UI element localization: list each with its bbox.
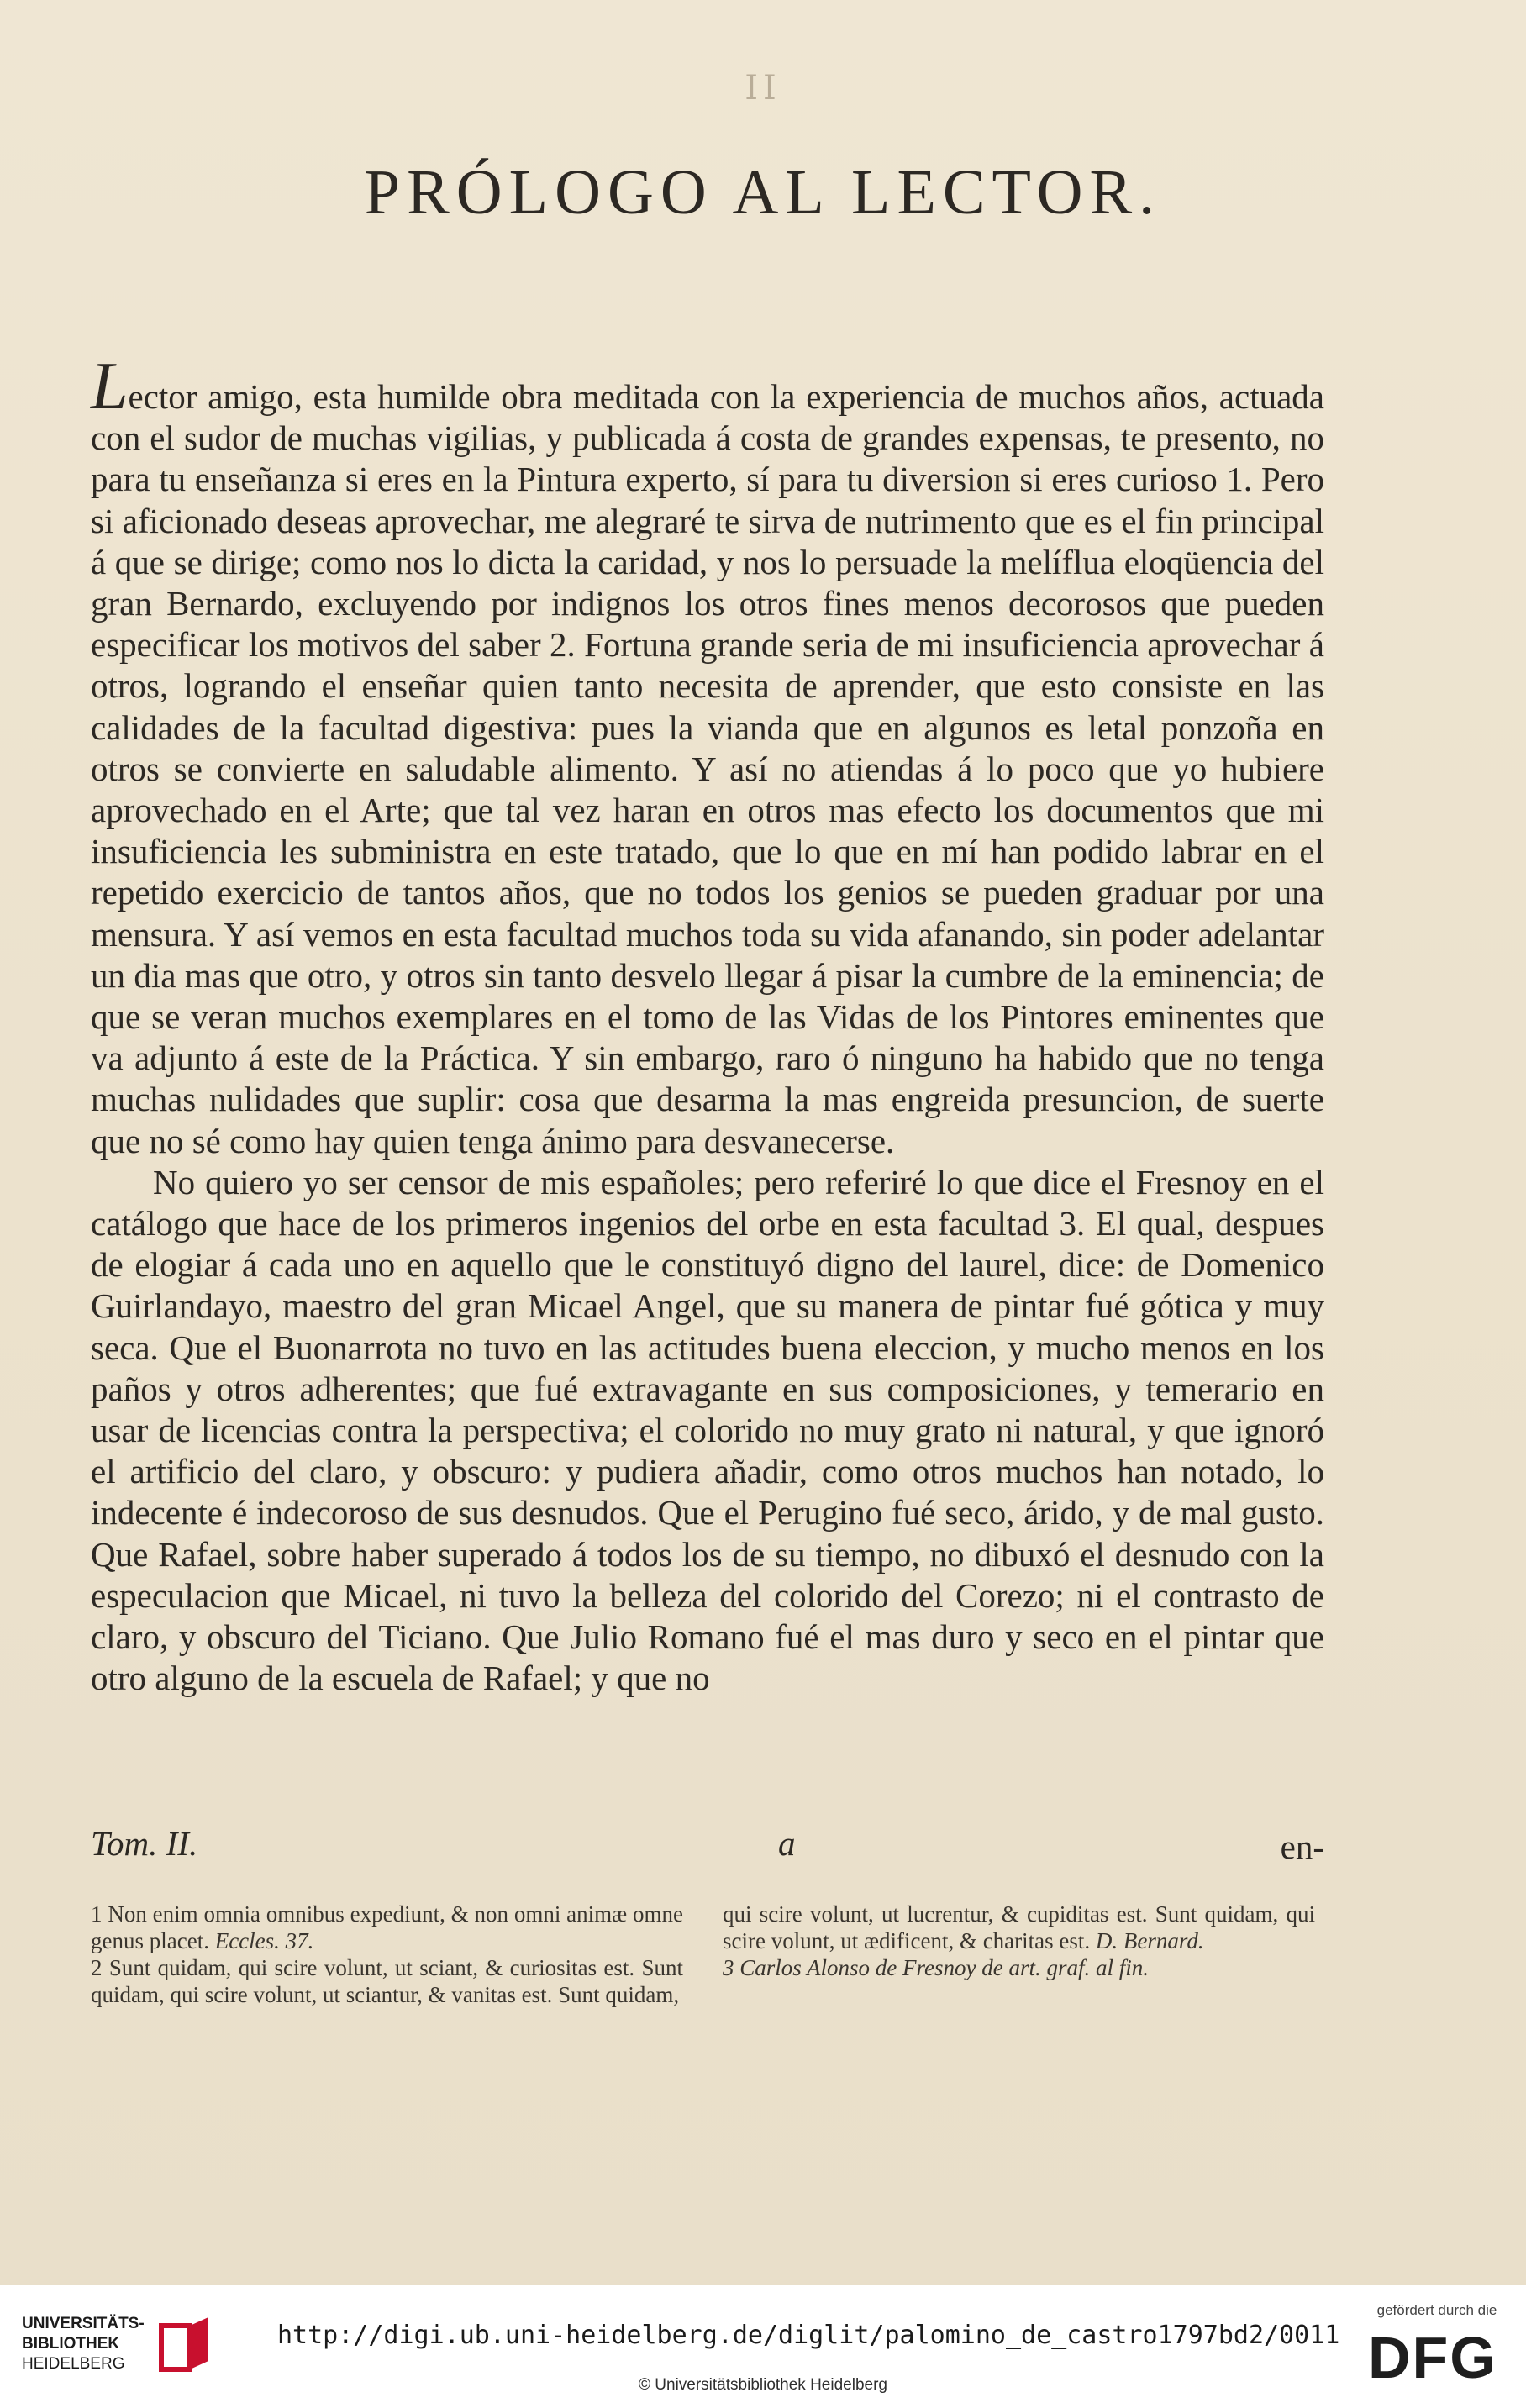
funder-caption: gefördert durch die	[1376, 2302, 1497, 2318]
paragraph-1	[91, 350, 1324, 1162]
footnote-1: 1 Non enim omnia omnibus expediunt, & non omni animæ omne genus placet. Eccles. 37.	[91, 1901, 683, 1953]
signature-mark: a	[778, 1824, 796, 1863]
page-title: PRÓLOGO AL LECTOR.	[364, 157, 1162, 228]
signature-line	[91, 1823, 1324, 1865]
viewer-footer	[0, 2285, 1526, 2408]
footnote-1-source: Eccles. 37.	[214, 1928, 314, 1953]
footnote-2-continued: qui scire volunt, ut lucrentur, & cupiditas est. Sunt quidam, qui scire volunt, ut ædificent, & charitas est. D. Bernard.	[723, 1901, 1315, 1953]
footnotes-left-column	[91, 1901, 683, 2008]
copyright-notice: © Universitätsbibliothek Heidelberg	[639, 2376, 887, 2394]
paragraph-1-text: ector amigo, esta humilde obra meditada con la experiencia de muchos años, actuada con el sudor de muchas vigilias, y publicada á costa de grandes expensas, te presento, no para tu enseñanza si eres en la Pintura experto, sí para tu diversion si eres curioso 1. Pero si aficionado deseas aprovechar, me alegraré te sirva de nutrimento que es el fin principal á que se dirige; como nos lo dicta la caridad, y nos lo persuade la melíflua eloqüencia del gran Bernardo, excluyendo por indignos los otros fines menos decorosos que pueden especificar los motivos del saber 2. Fortuna grande seria de mi insuficiencia aprovechar á otros, logrando el enseñar quien tanto necesita de aprender, que esto consiste en las calidades de la facultad digestiva: pues la vianda que en algunos es letal ponzoña en otros se convierte en saludable alimento. Y así no atiendas á lo poco que yo hubiere aprovechado en el Arte; que tal vez haran en otros mas efecto los documentos que mi insuficiencia les subministra en este tratado, que lo que en mí han podido labrar en el repetido exercicio de tantos años, que no todos los genios se pueden graduar por una mensura. Y así vemos en esta facultad muchos toda su vida afanando, sin poder adelantar un dia mas que otro, y otros sin tanto desvelo llegar á pisar la cumbre de la eminencia; de que se veran muchos exemplares en el tomo de las Vidas de los Pintores eminentes que va adjunto á este de la Práctica. Y sin embargo, raro ó ninguno ha habido que no tenga muchas nulidades que suplir: cosa que desarma la mas engreida presuncion, de suerte que no sé como hay quien tenga ánimo para desvanecerse.	[91, 377, 1324, 1160]
footnote-2-source: D. Bernard.	[1095, 1928, 1204, 1953]
volume-mark: Tom. II.	[91, 1824, 198, 1863]
footnotes-right-column	[723, 1901, 1315, 1981]
footnotes	[91, 1901, 1324, 2052]
footnote-2: 2 Sunt quidam, qui scire volunt, ut sciant, & curiositas est. Sunt quidam, qui scire volunt, ut sciantur, & vanitas est. Sunt quidam,	[91, 1955, 683, 2007]
document-url-link[interactable]: http://digi.ub.uni-heidelberg.de/diglit/palomino_de_castro1797bd2/0011	[277, 2321, 1340, 2350]
university-logo-icon	[153, 2314, 218, 2379]
body-text	[91, 350, 1324, 1700]
drop-cap: L	[91, 350, 129, 423]
dfg-logo: DFG	[1368, 2325, 1497, 2390]
catchword: en-	[1280, 1827, 1324, 1866]
paragraph-2: No quiero yo ser censor de mis españoles; pero referiré lo que dice el Fresnoy en el catálogo que hace de los primeros ingenios del orbe en esta facultad 3. El qual, despues de elogiar á cada uno en aquello que le constituyó digno del laurel, dice: de Domenico Guirlandayo, maestro del gran Micael Angel, que su manera de pintar fué gótica y muy seca. Que el Buonarrota no tuvo en las actitudes buena eleccion, y mucho menos en los paños y otros adherentes; que fué extravagante en sus composiciones, y temerario en usar de licencias contra la perspectiva; el colorido no muy grato ni natural, y que ignoró el artificio del claro, y obscuro: y pudiera añadir, como otros muchos han notado, lo indecente é indecoroso de sus desnudos. Que el Perugino fué seco, árido, y de mal gusto. Que Rafael, sobre haber superado á todos los de su tiempo, no dibuxó el desnudo con la especulacion que Micael, ni tuvo la belleza del colorido del Corezo; ni el contrasto de claro, y obscuro del Ticiano. Que Julio Romano fué el mas duro y seco en el pintar que otro alguno de la escuela de Rafael; y que no	[91, 1162, 1324, 1698]
page-number: II	[745, 69, 781, 108]
university-library-label: UNIVERSITÄTS- BIBLIOTHEK HEIDELBERG	[22, 2315, 145, 2373]
footnote-3: 3 Carlos Alonso de Fresnoy de art. graf. al fin.	[723, 1955, 1150, 1980]
